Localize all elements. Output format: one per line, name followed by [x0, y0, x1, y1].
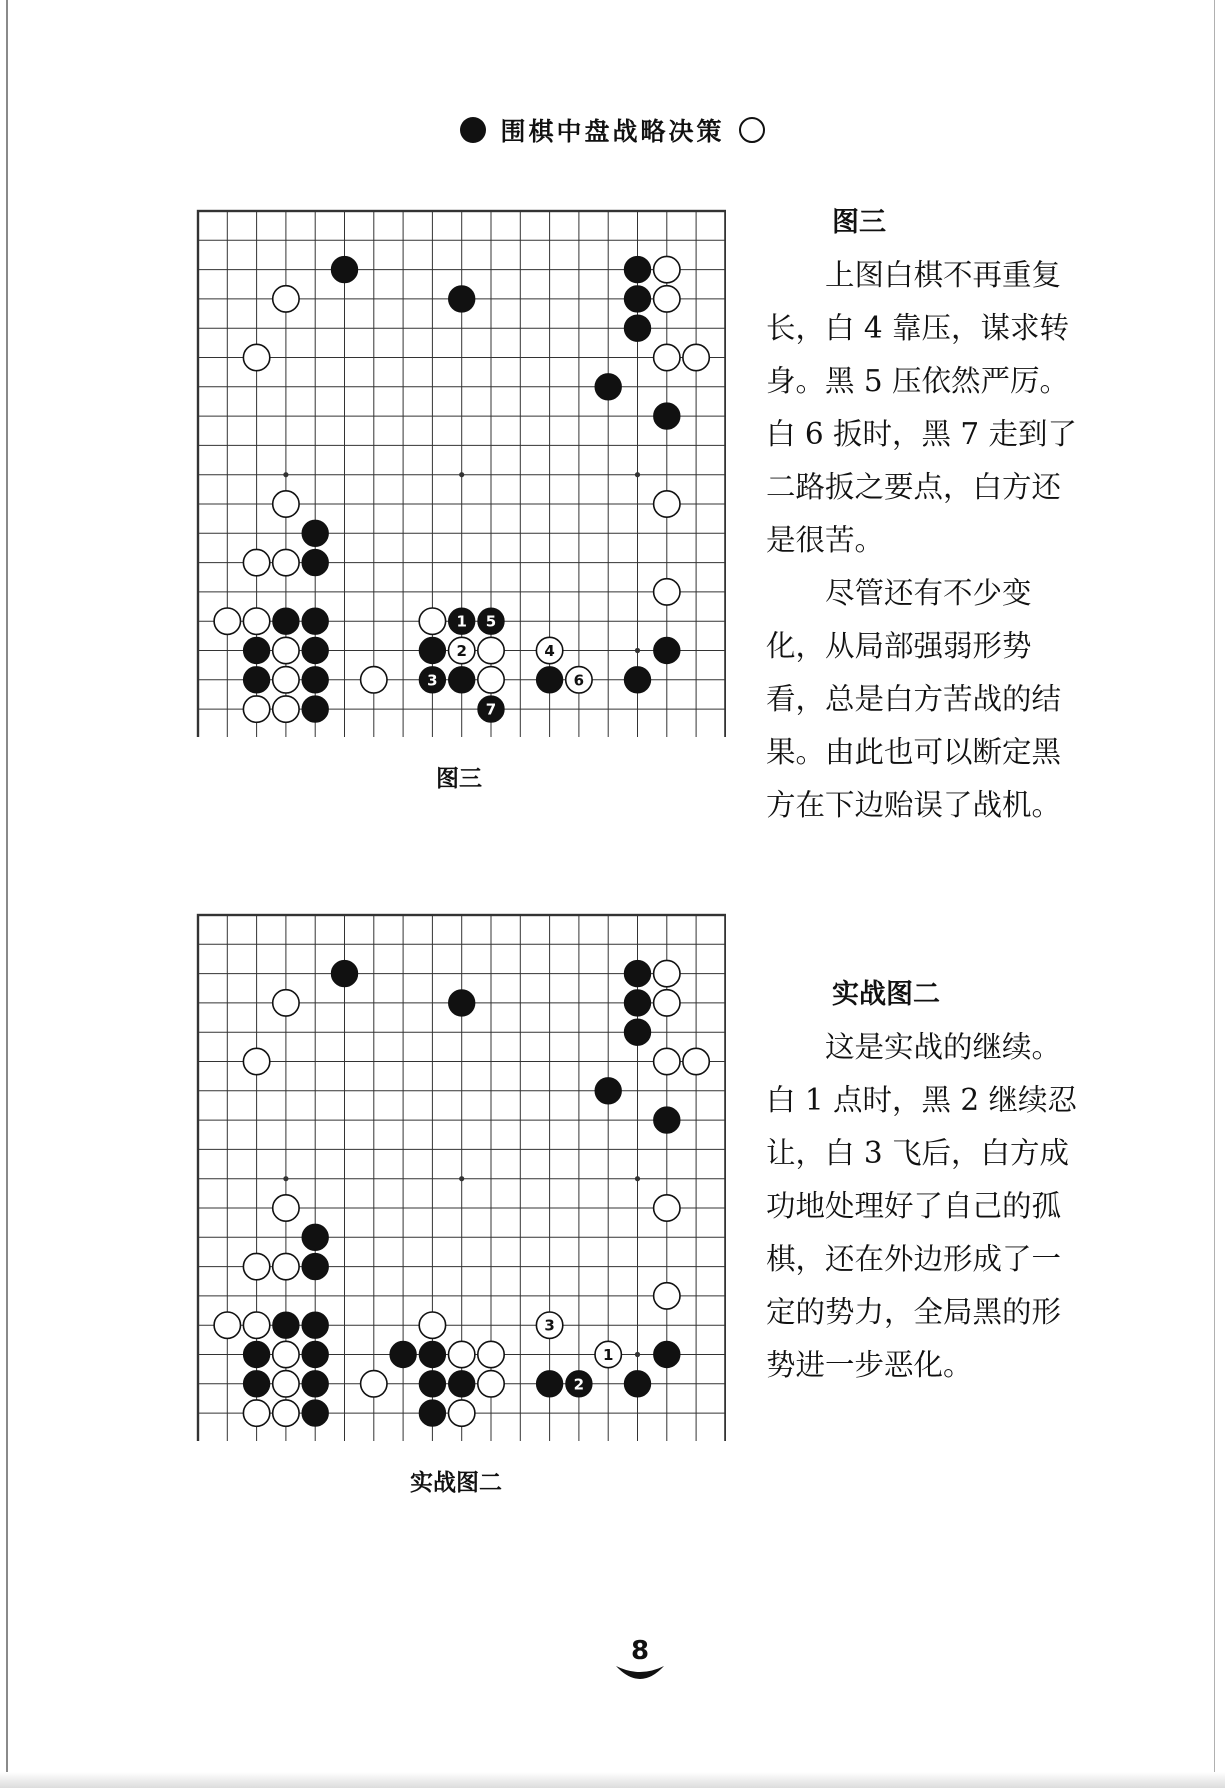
- white-stone: [273, 696, 299, 722]
- black-stone-icon: [460, 117, 486, 143]
- black-stone: [624, 315, 650, 341]
- black-stone: [302, 1341, 328, 1367]
- white-stone: [273, 1341, 299, 1367]
- move-number-label: 2: [456, 642, 467, 660]
- white-stone: [273, 1400, 299, 1426]
- black-stone: [624, 990, 650, 1016]
- star-point: [635, 1352, 640, 1357]
- star-point: [283, 472, 288, 477]
- white-stone: [273, 286, 299, 312]
- white-stone: [273, 667, 299, 693]
- white-stone: [243, 1400, 269, 1426]
- black-stone: [273, 1312, 299, 1338]
- black-stone: [654, 1107, 680, 1133]
- black-stone: [624, 256, 650, 282]
- star-point: [459, 472, 464, 477]
- white-stone: [654, 491, 680, 517]
- page-number: 8: [630, 1636, 650, 1666]
- white-stone: [478, 1341, 504, 1367]
- white-stone: [654, 1048, 680, 1074]
- book-title: 围棋中盘战略决策: [500, 117, 725, 146]
- white-stone: [654, 990, 680, 1016]
- white-stone: [654, 286, 680, 312]
- white-stone: [273, 990, 299, 1016]
- white-stone: [361, 667, 387, 693]
- black-stone: [449, 990, 475, 1016]
- white-stone: [654, 1283, 680, 1309]
- move-number-label: 3: [427, 671, 438, 690]
- scan-bottom-shadow: [0, 1772, 1225, 1788]
- commentary-2-heading: 实战图二: [832, 979, 940, 1010]
- black-stone: [624, 286, 650, 312]
- black-stone: [302, 608, 328, 634]
- black-stone: [331, 960, 357, 986]
- black-stone: [595, 374, 621, 400]
- star-point: [635, 1176, 640, 1181]
- white-stone: [449, 1400, 475, 1426]
- white-stone: [419, 1312, 445, 1338]
- black-stone: [273, 608, 299, 634]
- black-stone: [595, 1078, 621, 1104]
- white-stone: [449, 1341, 475, 1367]
- move-number-label: 6: [573, 671, 585, 690]
- black-stone: [419, 1400, 445, 1426]
- white-stone: [243, 1312, 269, 1338]
- move-number-label: 2: [573, 1375, 585, 1394]
- white-stone: [243, 344, 269, 370]
- white-stone: [683, 1048, 709, 1074]
- white-stone: [243, 1253, 269, 1279]
- star-point: [283, 1176, 288, 1181]
- white-stone: [273, 491, 299, 517]
- move-number-label: 3: [544, 1316, 555, 1335]
- white-stone: [419, 608, 445, 634]
- white-stone: [654, 960, 680, 986]
- commentary-1-paragraph: 上图白棋不再重复长，白 4 靠压，谋求转身。黑 5 压依然严厉。白 6 扳时，黑 7 走到了二路扳之要点，白方还是很苦。: [766, 258, 1078, 557]
- white-stone: [273, 637, 299, 663]
- black-stone: [302, 637, 328, 663]
- black-stone: [243, 637, 269, 663]
- black-stone: [243, 667, 269, 693]
- scan-edge-left: [6, 0, 8, 1788]
- black-stone: [302, 520, 328, 546]
- black-stone: [243, 1341, 269, 1367]
- diagram-1-caption: 图三: [436, 766, 482, 792]
- black-stone: [654, 1341, 680, 1367]
- black-stone: [302, 1253, 328, 1279]
- white-stone: [273, 1253, 299, 1279]
- black-stone: [536, 667, 562, 693]
- commentary-block-2: [766, 968, 1086, 1392]
- commentary-1-paragraph: 尽管还有不少变化，从局部强弱形势看，总是白方苦战的结果。由此也可以断定黑方在下边贻误了战机。: [766, 576, 1062, 822]
- scan-edge-right: [1214, 0, 1215, 1788]
- move-number-label: 7: [485, 700, 497, 719]
- running-head: [0, 108, 1225, 152]
- black-stone: [419, 1371, 445, 1397]
- black-stone: [624, 960, 650, 986]
- white-stone-icon: [739, 117, 765, 143]
- white-stone: [243, 549, 269, 575]
- white-stone: [478, 637, 504, 663]
- white-stone: [478, 1371, 504, 1397]
- black-stone: [624, 667, 650, 693]
- page-number-swoosh-icon: [614, 1662, 666, 1684]
- black-stone: [449, 667, 475, 693]
- move-number-label: 5: [485, 612, 497, 631]
- black-stone: [654, 403, 680, 429]
- go-board-diagram-1: [194, 207, 726, 737]
- commentary-2-paragraph: 这是实战的继续。白 1 点时，黑 2 继续忍让，白 3 飞后，白方成功地处理好了自己的孤棋，还在外边形成了一定的势力，全局黑的形势进一步恶化。: [766, 1030, 1078, 1382]
- black-stone: [536, 1371, 562, 1397]
- black-stone: [419, 637, 445, 663]
- black-stone: [390, 1341, 416, 1367]
- white-stone: [243, 696, 269, 722]
- white-stone: [243, 608, 269, 634]
- white-stone: [654, 579, 680, 605]
- white-stone: [654, 344, 680, 370]
- white-stone: [214, 608, 240, 634]
- white-stone: [361, 1371, 387, 1397]
- black-stone: [449, 1371, 475, 1397]
- black-stone: [243, 1371, 269, 1397]
- black-stone: [449, 286, 475, 312]
- black-stone: [624, 1019, 650, 1045]
- black-stone: [302, 1371, 328, 1397]
- black-stone: [302, 667, 328, 693]
- commentary-block-1: [766, 196, 1086, 832]
- white-stone: [273, 1195, 299, 1221]
- star-point: [635, 648, 640, 653]
- black-stone: [302, 1312, 328, 1338]
- star-point: [459, 1176, 464, 1181]
- black-stone: [302, 1400, 328, 1426]
- black-stone: [654, 637, 680, 663]
- white-stone: [654, 256, 680, 282]
- white-stone: [478, 667, 504, 693]
- commentary-1-heading: 图三: [832, 207, 886, 238]
- move-number-label: 1: [602, 1346, 614, 1364]
- star-point: [635, 472, 640, 477]
- white-stone: [273, 1371, 299, 1397]
- black-stone: [302, 1224, 328, 1250]
- black-stone: [302, 696, 328, 722]
- white-stone: [273, 549, 299, 575]
- move-number-label: 1: [456, 612, 467, 631]
- white-stone: [654, 1195, 680, 1221]
- black-stone: [331, 256, 357, 282]
- go-board-diagram-2: [194, 911, 726, 1441]
- white-stone: [243, 1048, 269, 1074]
- move-number-label: 4: [544, 642, 555, 660]
- black-stone: [419, 1341, 445, 1367]
- white-stone: [214, 1312, 240, 1338]
- black-stone: [624, 1371, 650, 1397]
- page-number-area: [600, 1632, 680, 1692]
- black-stone: [302, 549, 328, 575]
- white-stone: [683, 344, 709, 370]
- diagram-2-caption: 实战图二: [410, 1470, 502, 1496]
